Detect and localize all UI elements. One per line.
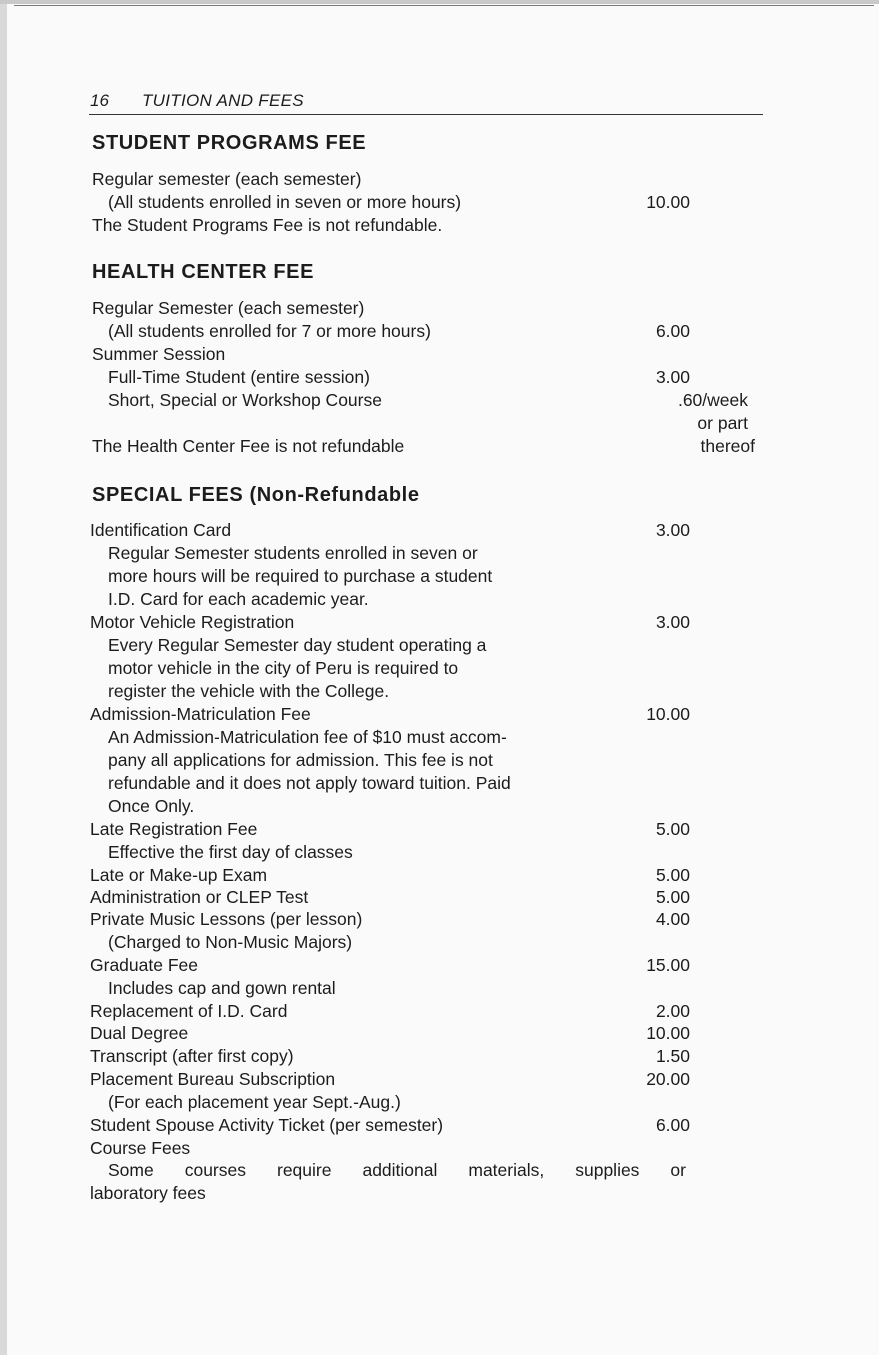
fee-item-name: Late or Make-up Exam (90, 865, 268, 885)
fee-description: I.D. Card for each academic year. (108, 589, 369, 609)
line-text: Full-Time Student (entire session) (108, 367, 370, 387)
fee-amount: 20.00 (646, 1069, 690, 1089)
fee-amount: 10.00 (646, 704, 690, 724)
fee-description: Some courses require additional materials, supplies or (108, 1160, 686, 1180)
line-text: Short, Special or Workshop Course (108, 390, 382, 410)
fee-description: register the vehicle with the College. (108, 681, 390, 701)
fee-amount: 1.50 (655, 1046, 690, 1066)
fee-item-name: Identification Card (90, 520, 232, 540)
fee-item-name: Motor Vehicle Registration (90, 612, 295, 632)
line-text: Regular semester (each semester) (92, 169, 362, 189)
header-rule (89, 114, 763, 115)
fee-amount: 5.00 (655, 819, 690, 839)
fee-amount: 3.00 (655, 520, 690, 540)
line-text: (All students enrolled in seven or more hours) (108, 192, 462, 212)
fee-description: pany all applications for admission. This fee is not (108, 750, 493, 770)
fee-amount: 10.00 (646, 192, 690, 212)
fee-amount-note: or part (697, 413, 748, 433)
fee-description: (For each placement year Sept.-Aug.) (108, 1092, 401, 1112)
fee-description: Effective the first day of classes (108, 842, 353, 862)
line-text: Summer Session (92, 344, 226, 364)
fee-amount: 4.00 (655, 909, 690, 929)
fee-item-name: Transcript (after first copy) (90, 1046, 294, 1066)
fee-amount: 3.00 (655, 612, 690, 632)
fee-description: refundable and it does not apply toward tuition. Paid (108, 773, 511, 793)
fee-amount: 6.00 (655, 321, 690, 341)
fee-description: Once Only. (108, 796, 195, 816)
fee-item-name: Course Fees (90, 1138, 191, 1158)
page-left-edge (0, 0, 7, 1355)
fee-amount: 5.00 (655, 887, 690, 907)
fee-item-name: Student Spouse Activity Ticket (per semester) (90, 1115, 444, 1135)
fee-item-name: Admission-Matriculation Fee (90, 704, 311, 724)
fee-description: An Admission-Matriculation fee of $10 must accom- (108, 727, 507, 747)
fee-amount: 3.00 (655, 367, 690, 387)
fee-amount: 10.00 (646, 1023, 690, 1043)
fee-amount: 2.00 (655, 1001, 690, 1021)
fee-description: (Charged to Non-Music Majors) (108, 932, 353, 952)
fee-description: motor vehicle in the city of Peru is required to (108, 658, 459, 678)
line-text: The Health Center Fee is not refundable (92, 436, 405, 456)
fee-item-name: Administration or CLEP Test (90, 887, 309, 907)
line-text: The Student Programs Fee is not refundable. (92, 215, 443, 235)
fee-item-name: Placement Bureau Subscription (90, 1069, 336, 1089)
student-programs-fee-heading: STUDENT PROGRAMS FEE (92, 132, 367, 154)
fee-description: Includes cap and gown rental (108, 978, 336, 998)
health-center-fee-heading: HEALTH CENTER FEE (92, 261, 315, 283)
fee-item-name: Late Registration Fee (90, 819, 258, 839)
fee-description: laboratory fees (90, 1183, 206, 1203)
fee-amount: .60/week (677, 390, 748, 410)
fee-item-name: Dual Degree (90, 1023, 189, 1043)
fee-description: Regular Semester students enrolled in seven or (108, 543, 478, 563)
line-text: Regular Semester (each semester) (92, 298, 365, 318)
fee-amount-note: thereof (700, 436, 755, 456)
running-head-title: TUITION AND FEES (142, 91, 304, 110)
fee-amount: 15.00 (646, 955, 690, 975)
fee-description: more hours will be required to purchase a student (108, 566, 493, 586)
fee-description: Every Regular Semester day student operating a (108, 635, 487, 655)
fee-amount: 5.00 (655, 865, 690, 885)
fee-item-name: Graduate Fee (90, 955, 198, 975)
page-top-edge (0, 0, 879, 4)
fee-item-name: Private Music Lessons (per lesson) (90, 909, 363, 929)
line-text: (All students enrolled for 7 or more hours) (108, 321, 431, 341)
fee-amount: 6.00 (655, 1115, 690, 1135)
page-top-line (14, 5, 874, 6)
fee-item-name: Replacement of I.D. Card (90, 1001, 288, 1021)
page-number: 16 (90, 91, 109, 110)
special-fees-heading: SPECIAL FEES (Non-Refundable (92, 484, 420, 506)
